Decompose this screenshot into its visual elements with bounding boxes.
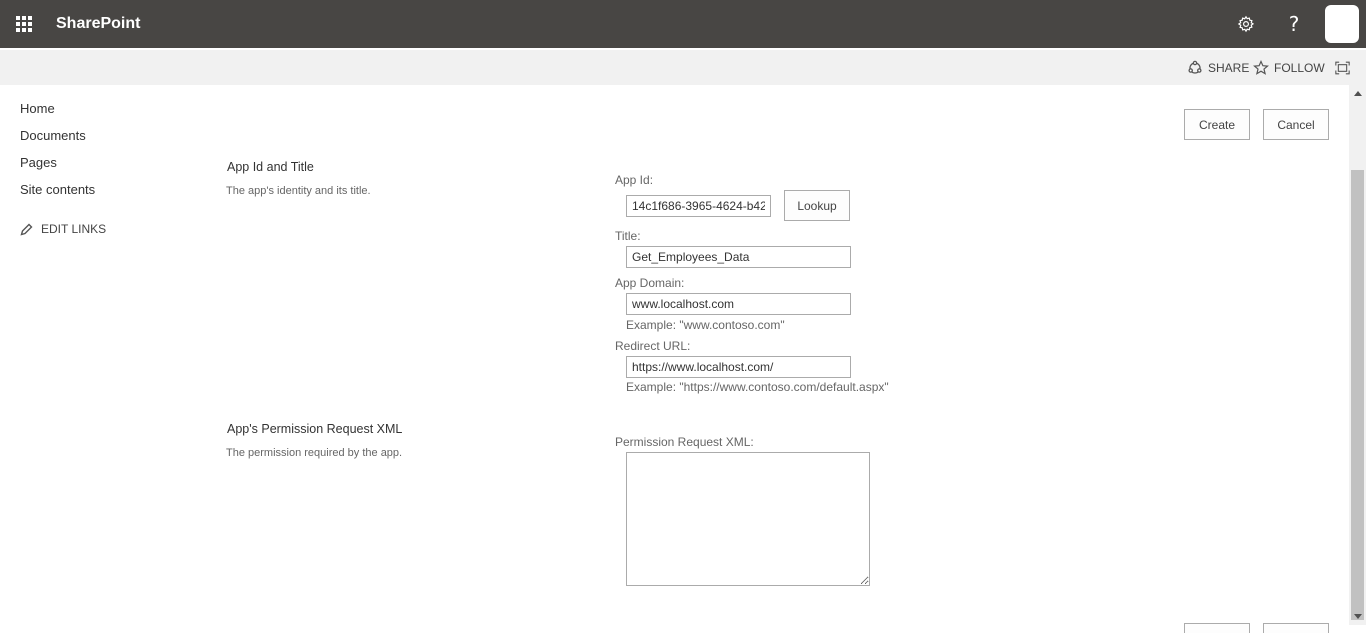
waffle-icon [16,16,32,32]
left-navigation [20,100,200,208]
create-button[interactable]: Create [1184,109,1250,140]
title-input[interactable] [626,246,851,268]
caret-down-icon [1354,614,1362,619]
section-description-app-id: The app's identity and its title. [226,185,371,197]
section-description-permission: The permission required by the app. [226,447,403,459]
section-title-permission: App's Permission Request XML [227,422,403,436]
caret-up-icon [1354,91,1362,96]
scroll-up-button[interactable] [1349,85,1366,102]
app-domain-label: App Domain: [615,276,685,290]
permission-xml-textarea[interactable] [626,452,870,586]
command-bar [0,50,1366,85]
edit-links-button[interactable] [20,222,106,236]
edit-links-label: EDIT LINKS [41,222,107,236]
app-domain-example: Example: "www.contoso.com" [626,318,785,332]
redirect-url-label: Redirect URL: [615,339,691,353]
share-label: SHARE [1208,60,1250,75]
scrollbar-thumb[interactable] [1351,170,1364,620]
focus-content-button[interactable] [1335,50,1355,85]
gear-icon [1237,15,1255,33]
app-name[interactable]: SharePoint [56,15,141,32]
vertical-scrollbar[interactable] [1349,85,1366,625]
app-domain-input[interactable] [626,293,851,315]
redirect-url-example: Example: "https://www.contoso.com/default.aspx" [626,380,889,394]
nav-item-site-contents[interactable]: Site contents [20,182,96,197]
account-button[interactable] [1318,0,1366,48]
scroll-down-button[interactable] [1349,608,1366,625]
title-label: Title: [615,229,641,243]
nav-item-pages[interactable]: Pages [20,155,57,170]
pencil-icon [20,223,33,236]
lookup-button[interactable]: Lookup [784,190,850,221]
focus-mode-icon [1335,60,1350,76]
share-icon [1187,60,1203,76]
permission-xml-label: Permission Request XML: [615,435,754,449]
follow-button[interactable] [1253,50,1325,85]
avatar [1325,5,1359,43]
help-button[interactable] [1270,0,1318,48]
share-button[interactable] [1187,50,1249,85]
star-icon [1253,60,1269,76]
nav-item-documents[interactable]: Documents [20,128,86,143]
help-icon: ? [1288,12,1300,36]
settings-button[interactable] [1222,0,1270,48]
suite-bar [0,0,1366,48]
follow-label: FOLLOW [1274,60,1325,75]
app-id-input[interactable] [626,195,771,217]
nav-item-home[interactable]: Home [20,101,55,116]
app-id-label: App Id: [615,173,654,187]
cancel-button[interactable]: Cancel [1263,109,1329,140]
app-launcher-button[interactable] [0,0,48,48]
redirect-url-input[interactable] [626,356,851,378]
section-title-app-id: App Id and Title [227,160,314,174]
